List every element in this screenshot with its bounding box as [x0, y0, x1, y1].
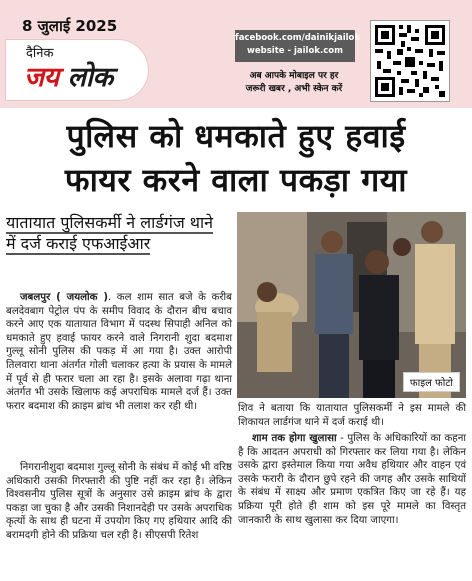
- paragraph-1-text: . कल शाम सात बजे के करीब बलदेवबाग पेट्रोल पंप के समीप विवाद के दौरान बीच बचाव करने आए एक यातायात विभाग में पदस्थ सिपाही अनिल को धमकाते हुए हवाई फायर करने वाले निगरानी शुदा बदमाश गुल्लू सोनी पुलिस की पकड़ में आ गया है। उक्त आरोपी तिलवारा थाना अंतर्गत गोली चलाकर हत्या के प्रयास के मामले में पूर्व से ही फरार चला आ रहा है। इसके अलावा गढ़ा थाना अंतर्गत भी उसके खिलाफ कई अपराधिक मामले दर्ज हैं। उक्त फरार बदमाश की क्राइम ब्रांच भी तलाश कर रही थी।: [6, 292, 232, 412]
- headline-line-2: फायर करने वाला पकड़ा गया: [64, 161, 408, 199]
- newspaper-logo: [6, 40, 148, 100]
- website-link[interactable]: website - jailok.com: [247, 46, 343, 56]
- photo-caption: फाइल फोटो: [403, 372, 460, 392]
- dateline: जबलपुर ( जयलोक ): [20, 292, 108, 303]
- issue-date: 8 जुलाई 2025: [22, 17, 118, 35]
- logo-word-dark: लोक: [67, 62, 113, 93]
- promo-line-1: अब आपके मोबाइल पर हर: [249, 71, 339, 81]
- logo-small-text: दैनिक: [26, 46, 54, 61]
- paragraph-4-text: - पुलिस के अधिकारियों का कहना है कि आदतन अपराधी को गिरफ्तार कर लिया गया है। लेकिन उसके द्वारा इस्तेमाल किया गया अवैध हथियार और वाहन एवं उसके फरारी के दौरान छुपे रहने की जगह और उसके साथियों के संबंध में साक्ष्य और प्रमाण एकत्रित किए जा रहे हैं। यह प्रक्रिया पूरी होते ही शाम को इस पूरे मामले का विस्तृत जानकारी के साथ खुलासा कर दिया जाएगा।: [238, 433, 466, 526]
- headline-line-1: पुलिस को धमकाते हुए हवाई: [66, 117, 406, 155]
- article-paragraph-2: निगरानीशुदा बदमाश गुल्लू सोनी के संबंध में कोई भी वरिष्ठ अधिकारी उसकी गिरफ्तारी की पुष्टि नहीं कर रहा है। लेकिन विश्वसनीय पुलिस सूत्रों के अनुसार उसे क्राइम ब्रांच के द्वारा पकड़ा जा चुका है और उसकी निशानदेही पर उसके अपराधिक कृत्यों के साथ ही घटना में उपयोग किए गए हथियार आदि की बरामदगी होने की प्रक्रिया चल रही है। सीएसपी रितेश: [6, 462, 232, 541]
- logo-word-red: जय: [24, 62, 59, 93]
- article-paragraph-3: शिव ने बताया कि यातायात पुलिसकर्मी ने इस मामले की शिकायत लार्डगंज थाने में दर्ज कराई थी।: [238, 403, 466, 428]
- promo-line-2: जरूरी खबर , अभी स्केन करें: [245, 84, 343, 94]
- paragraph-4-heading: शाम तक होगा खुलासा: [252, 433, 337, 444]
- qr-promo-text: [224, 70, 364, 96]
- masthead: [0, 0, 472, 108]
- headline: [0, 108, 472, 206]
- logo-main-text: [24, 57, 113, 94]
- police-group-photo: [237, 212, 466, 398]
- facebook-link[interactable]: facebook.com/dainikjailok: [235, 33, 361, 43]
- social-links-bar: [235, 30, 361, 62]
- subheadline-text: यातायात पुलिसकर्मी ने लार्डगंज थाने में दर्ज कराई एफआईआर: [6, 213, 214, 253]
- subheadline: [6, 212, 226, 254]
- qr-code-icon[interactable]: [370, 20, 450, 102]
- news-photo: [237, 212, 466, 398]
- article-paragraph-4: [238, 432, 466, 527]
